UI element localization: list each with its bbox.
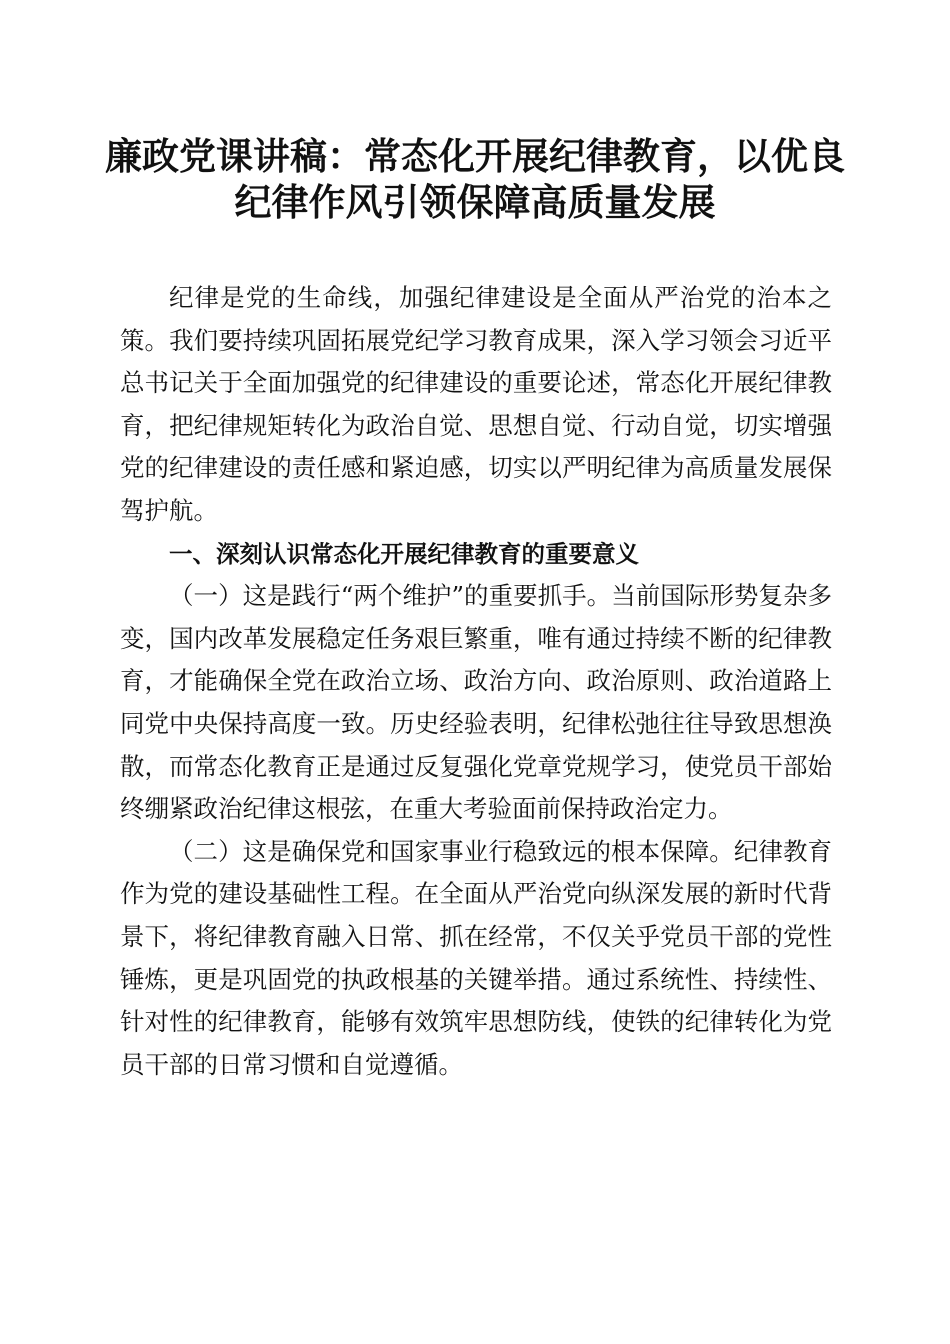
subsection-paragraph-2: （二）这是确保党和国家事业行稳致远的根本保障。纪律教育作为党的建设基础性工程。在全面从严治党向纵深发展的新时代背景下，将纪律教育融入日常、抓在经常，不仅关乎党员干部的党性锤炼，更是巩固党的执政根基的关键举措。通过系统性、持续性、针对性的纪律教育，能够有效筑牢思想防线，使铁的纪律转化为党员干部的日常习惯和自觉遵循。 (120, 836, 832, 1079)
document-body (120, 277, 832, 1086)
title-line-2: 纪律作风引领保障高质量发展 (234, 180, 716, 224)
section-heading-1: 一、深刻认识常态化开展纪律教育的重要意义 (169, 539, 639, 568)
subsection-paragraph-1: （一）这是践行“两个维护”的重要抓手。当前国际形势复杂多变，国内改革发展稳定任务艰巨繁重，唯有通过持续不断的纪律教育，才能确保全党在政治立场、政治方向、政治原则、政治道路上同党中央保持高度一致。历史经验表明，纪律松弛往往导致思想涣散，而常态化教育正是通过反复强化党章党规学习，使党员干部始终绷紧政治纪律这根弦，在重大考验面前保持政治定力。 (120, 581, 832, 824)
title-line-1: 廉政党课讲稿：常态化开展纪律教育，以优良 (105, 134, 845, 178)
document-title (100, 133, 850, 225)
intro-paragraph: 纪律是党的生命线，加强纪律建设是全面从严治党的治本之策。我们要持续巩固拓展党纪学习教育成果，深入学习领会习近平总书记关于全面加强党的纪律建设的重要论述，常态化开展纪律教育，把纪律规矩转化为政治自觉、思想自觉、行动自觉，切实增强党的纪律建设的责任感和紧迫感，切实以严明纪律为高质量发展保驾护航。 (120, 283, 832, 525)
